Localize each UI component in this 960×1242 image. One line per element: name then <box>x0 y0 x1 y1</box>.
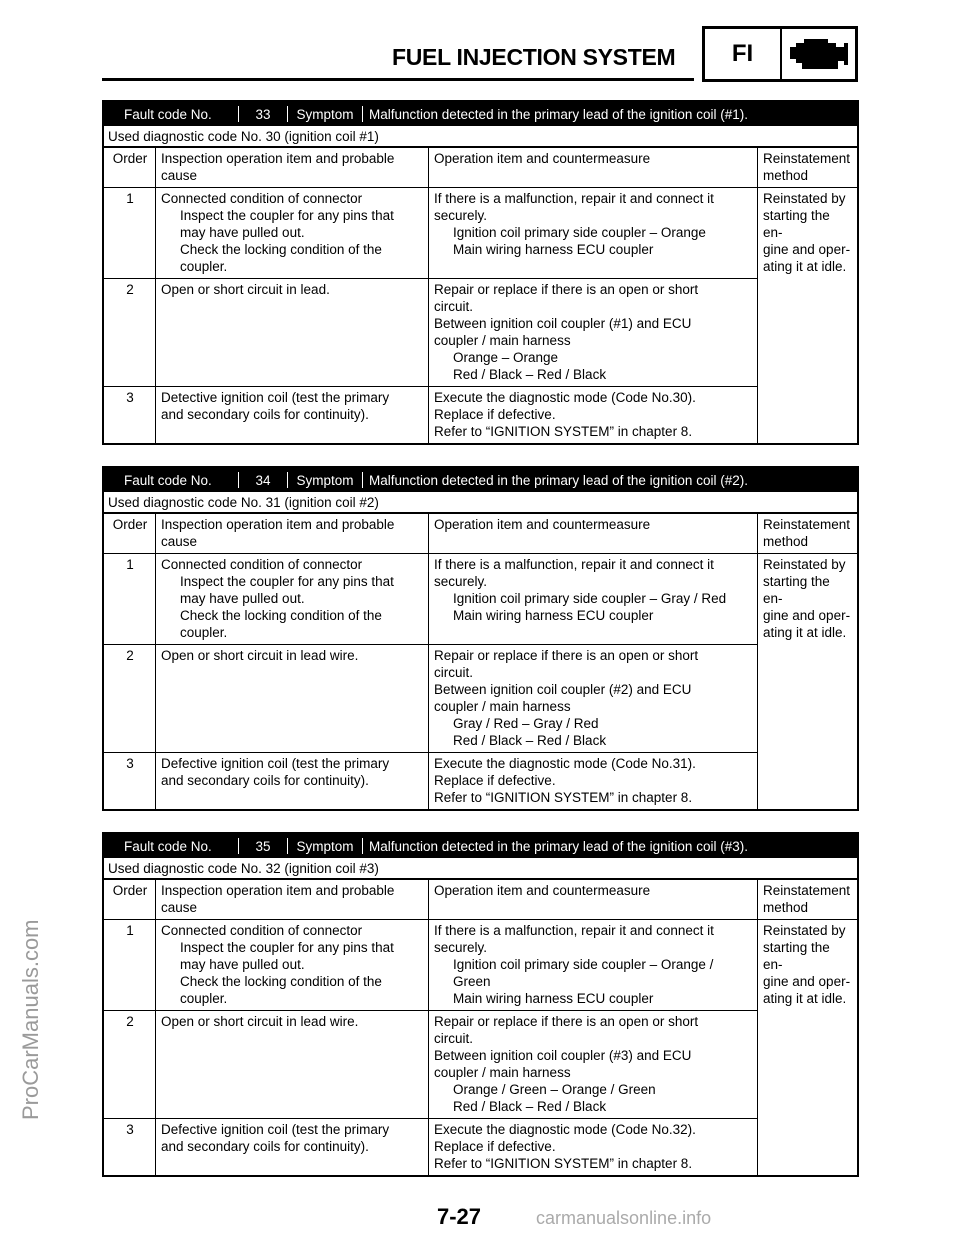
table-row <box>104 753 857 810</box>
cell-line: coupler. <box>180 625 228 640</box>
cell-line: securely. <box>434 574 488 589</box>
order-number: 1 <box>104 554 156 645</box>
col-header-reinstatement: Reinstatement method <box>758 514 858 554</box>
reinstatement-method <box>758 188 858 444</box>
cell-line: Green <box>453 974 491 989</box>
cell-line: Inspect the coupler for any pins that <box>180 940 394 955</box>
cell-line: Defective ignition coil (test the primary <box>161 756 390 771</box>
symptom-text: Malfunction detected in the primary lead of the ignition coil (#3). <box>369 838 748 854</box>
cell-line: Red / Black – Red / Black <box>453 733 607 748</box>
order-number: 3 <box>104 387 156 444</box>
table-row <box>104 645 857 753</box>
badge-label: FI <box>705 29 782 79</box>
countermeasure <box>429 387 758 444</box>
countermeasure <box>429 1119 758 1176</box>
col-header-reinstatement: Reinstatement method <box>758 148 858 188</box>
inspection-table <box>104 148 857 443</box>
bottom-watermark: carmanualsonline.info <box>536 1208 712 1228</box>
table-header-row <box>104 514 857 554</box>
cell-line: coupler. <box>180 991 228 1006</box>
used-diagnostic-code: Used diagnostic code No. 30 (ignition coil #1) <box>104 126 857 148</box>
cell-line: gine and oper- <box>763 974 851 989</box>
order-number: 3 <box>104 753 156 810</box>
fault-code-bar <box>104 468 857 492</box>
cell-line: securely. <box>434 940 488 955</box>
inspection-item <box>156 645 429 753</box>
col-header-inspection: Inspection operation item and probable cause <box>156 514 429 554</box>
cell-line: Gray / Red – Gray / Red <box>453 716 599 731</box>
countermeasure <box>429 188 758 279</box>
cell-line: Replace if defective. <box>434 773 556 788</box>
table-row <box>104 1119 857 1176</box>
cell-line: Reinstated by <box>763 557 846 572</box>
cell-line: Execute the diagnostic mode (Code No.32). <box>434 1122 696 1137</box>
cell-line: and secondary coils for continuity). <box>161 407 369 422</box>
cell-line: If there is a malfunction, repair it and connect it <box>434 191 714 206</box>
cell-line: Between ignition coil coupler (#3) and ECU <box>434 1048 692 1063</box>
cell-line: Defective ignition coil (test the primary <box>161 1122 390 1137</box>
reinstatement-method <box>758 554 858 810</box>
cell-line: Inspect the coupler for any pins that <box>180 574 394 589</box>
cell-line: Orange / Green – Orange / Green <box>453 1082 656 1097</box>
fault-section-34 <box>102 466 859 811</box>
cell-line: and secondary coils for continuity). <box>161 1139 369 1154</box>
cell-line: Refer to “IGNITION SYSTEM” in chapter 8. <box>434 1156 693 1171</box>
order-number: 1 <box>104 920 156 1011</box>
title-rule <box>102 78 694 81</box>
col-header-inspection: Inspection operation item and probable cause <box>156 148 429 188</box>
cell-line: gine and oper- <box>763 608 851 623</box>
fault-code-number: 33 <box>255 106 271 122</box>
cell-line: may have pulled out. <box>180 591 305 606</box>
cell-line: Check the locking condition of the <box>180 974 382 989</box>
col-header-operation: Operation item and countermeasure <box>429 148 758 188</box>
cell-line: Between ignition coil coupler (#1) and ECU <box>434 316 692 331</box>
page-title: FUEL INJECTION SYSTEM <box>392 44 676 70</box>
inspection-item <box>156 1011 429 1119</box>
table-header-row <box>104 148 857 188</box>
order-number: 2 <box>104 645 156 753</box>
col-header-order: Order <box>112 883 148 898</box>
col-header-order: Order <box>112 151 148 166</box>
inspection-item <box>156 1119 429 1176</box>
inspection-item <box>156 920 429 1011</box>
countermeasure <box>429 279 758 387</box>
inspection-table <box>104 880 857 1175</box>
cell-line: circuit. <box>434 299 474 314</box>
inspection-item <box>156 387 429 444</box>
table-row <box>104 554 857 645</box>
cell-line: Reinstated by <box>763 191 846 206</box>
table-row <box>104 387 857 444</box>
col-header-inspection: Inspection operation item and probable cause <box>156 880 429 920</box>
section-badge <box>702 26 858 82</box>
fault-code-bar <box>104 102 857 126</box>
fault-code-label: Fault code No. <box>124 838 212 854</box>
cell-line: Repair or replace if there is an open or short <box>434 282 699 297</box>
cell-line: Execute the diagnostic mode (Code No.31). <box>434 756 696 771</box>
symptom-text: Malfunction detected in the primary lead of the ignition coil (#2). <box>369 472 748 488</box>
cell-line: Check the locking condition of the <box>180 242 382 257</box>
cell-line: ating it at idle. <box>763 625 847 640</box>
cell-line: Connected condition of connector <box>161 191 363 206</box>
used-diagnostic-code: Used diagnostic code No. 31 (ignition coil #2) <box>104 492 857 514</box>
cell-line: Open or short circuit in lead wire. <box>161 648 359 663</box>
cell-line: securely. <box>434 208 488 223</box>
col-header-operation: Operation item and countermeasure <box>429 880 758 920</box>
symptom-label: Symptom <box>296 106 354 122</box>
countermeasure <box>429 753 758 810</box>
inspection-item <box>156 554 429 645</box>
col-header-operation: Operation item and countermeasure <box>429 514 758 554</box>
cell-line: Orange – Orange <box>453 350 559 365</box>
cell-line: Reinstated by <box>763 923 846 938</box>
cell-line: If there is a malfunction, repair it and connect it <box>434 557 714 572</box>
table-row <box>104 1011 857 1119</box>
cell-line: Check the locking condition of the <box>180 608 382 623</box>
engine-icon <box>782 29 855 79</box>
cell-line: circuit. <box>434 665 474 680</box>
fault-code-label: Fault code No. <box>124 472 212 488</box>
table-row <box>104 920 857 1011</box>
symptom-text: Malfunction detected in the primary lead of the ignition coil (#1). <box>369 106 748 122</box>
cell-line: Ignition coil primary side coupler – Orange <box>453 225 706 240</box>
inspection-item <box>156 188 429 279</box>
cell-line: ating it at idle. <box>763 991 847 1006</box>
cell-line: Replace if defective. <box>434 1139 556 1154</box>
used-diagnostic-code: Used diagnostic code No. 32 (ignition coil #3) <box>104 858 857 880</box>
cell-line: Connected condition of connector <box>161 923 363 938</box>
cell-line: Repair or replace if there is an open or short <box>434 648 699 663</box>
cell-line: Inspect the coupler for any pins that <box>180 208 394 223</box>
symptom-label: Symptom <box>296 472 354 488</box>
table-header-row <box>104 880 857 920</box>
table-row <box>104 188 857 279</box>
fault-code-label: Fault code No. <box>124 106 212 122</box>
cell-line: Open or short circuit in lead. <box>161 282 330 297</box>
col-header-order: Order <box>112 517 148 532</box>
cell-line: coupler / main harness <box>434 333 571 348</box>
order-number: 3 <box>104 1119 156 1176</box>
countermeasure <box>429 645 758 753</box>
cell-line: Refer to “IGNITION SYSTEM” in chapter 8. <box>434 790 693 805</box>
fault-code-number: 34 <box>255 472 271 488</box>
countermeasure <box>429 1011 758 1119</box>
cell-line: starting the en- <box>763 574 830 606</box>
cell-line: Red / Black – Red / Black <box>453 1099 607 1114</box>
fault-code-number: 35 <box>255 838 271 854</box>
cell-line: Connected condition of connector <box>161 557 363 572</box>
cell-line: Ignition coil primary side coupler – Gray / Red <box>453 591 727 606</box>
cell-line: Red / Black – Red / Black <box>453 367 607 382</box>
inspection-item <box>156 279 429 387</box>
cell-line: may have pulled out. <box>180 957 305 972</box>
page-number: 7-27 <box>437 1204 482 1229</box>
order-number: 2 <box>104 279 156 387</box>
side-watermark: ProCarManuals.com <box>18 919 43 1120</box>
col-header-reinstatement: Reinstatement method <box>758 880 858 920</box>
cell-line: Main wiring harness ECU coupler <box>453 991 654 1006</box>
cell-line: Replace if defective. <box>434 407 556 422</box>
cell-line: Detective ignition coil (test the primary <box>161 390 390 405</box>
cell-line: Open or short circuit in lead wire. <box>161 1014 359 1029</box>
cell-line: Execute the diagnostic mode (Code No.30). <box>434 390 696 405</box>
cell-line: coupler. <box>180 259 228 274</box>
cell-line: starting the en- <box>763 940 830 972</box>
fault-section-33 <box>102 100 859 445</box>
order-number: 1 <box>104 188 156 279</box>
cell-line: Main wiring harness ECU coupler <box>453 608 654 623</box>
cell-line: circuit. <box>434 1031 474 1046</box>
inspection-item <box>156 753 429 810</box>
cell-line: Repair or replace if there is an open or short <box>434 1014 699 1029</box>
countermeasure <box>429 554 758 645</box>
cell-line: Main wiring harness ECU coupler <box>453 242 654 257</box>
cell-line: starting the en- <box>763 208 830 240</box>
symptom-label: Symptom <box>296 838 354 854</box>
table-row <box>104 279 857 387</box>
cell-line: and secondary coils for continuity). <box>161 773 369 788</box>
cell-line: Refer to “IGNITION SYSTEM” in chapter 8. <box>434 424 693 439</box>
inspection-table <box>104 514 857 809</box>
cell-line: may have pulled out. <box>180 225 305 240</box>
reinstatement-method <box>758 920 858 1176</box>
cell-line: Between ignition coil coupler (#2) and ECU <box>434 682 692 697</box>
cell-line: coupler / main harness <box>434 1065 571 1080</box>
order-number: 2 <box>104 1011 156 1119</box>
fault-section-35 <box>102 832 859 1177</box>
cell-line: Ignition coil primary side coupler – Orange / <box>453 957 714 972</box>
cell-line: coupler / main harness <box>434 699 571 714</box>
countermeasure <box>429 920 758 1011</box>
fault-code-bar <box>104 834 857 858</box>
cell-line: ating it at idle. <box>763 259 847 274</box>
cell-line: If there is a malfunction, repair it and connect it <box>434 923 714 938</box>
cell-line: gine and oper- <box>763 242 851 257</box>
